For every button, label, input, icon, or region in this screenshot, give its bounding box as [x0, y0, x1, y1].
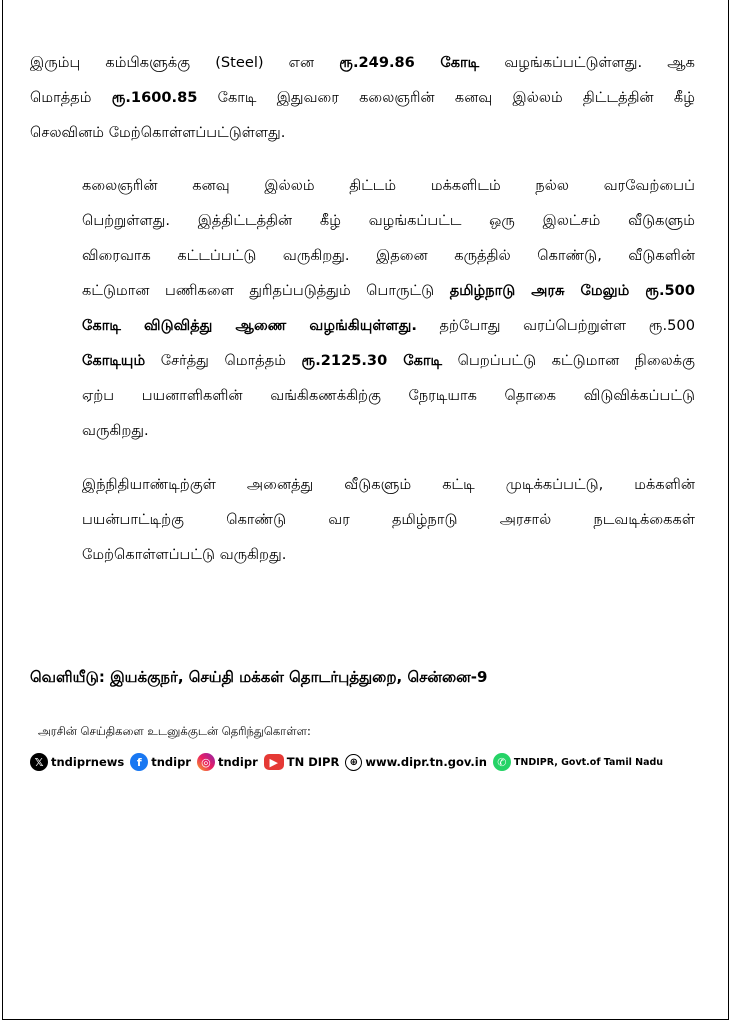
paragraph-3-line-2: பயன்பாட்டிற்கு கொண்டு வர தமிழ்நாடு அரசால் நடவடிக்கைகள் [82, 511, 695, 528]
text-run: தற்போது வரப்பெற்றுள்ள ரூ.500 [416, 317, 695, 334]
facebook-handle: tndipr [151, 755, 191, 769]
social-links [30, 749, 669, 775]
whatsapp-icon: ✆ [493, 753, 511, 771]
paragraph-2-line-2: பெற்றுள்ளது. இத்திட்டத்தின் கீழ் வழங்கப்பட்ட ஒரு இலட்சம் வீடுகளும் [82, 212, 695, 229]
social-facebook[interactable] [130, 753, 191, 771]
bold-text: கோடி விடுவித்து ஆணை வழங்கியுள்ளது. [82, 317, 417, 334]
youtube-icon: ▶ [264, 754, 284, 770]
paragraph-2-line-3: விரைவாக கட்டப்பட்டு வருகிறது. இதனை கருத்தில் கொண்டு, வீடுகளின் [82, 247, 695, 264]
text-run: மொத்தம் [30, 89, 112, 106]
amount-steel: ரூ.249.86 கோடி [339, 54, 480, 71]
paragraph-1 [30, 45, 695, 150]
instagram-handle: tndipr [217, 755, 258, 769]
social-youtube[interactable] [264, 754, 340, 770]
publisher-line: வெளியீடு: இயக்குநர், செய்தி மக்கள் தொடர்புத்துறை, சென்னை-9 [30, 668, 488, 686]
facebook-icon: f [130, 753, 148, 771]
social-whatsapp[interactable] [493, 753, 663, 771]
social-website[interactable] [345, 754, 487, 771]
paragraph-3-line-3: மேற்கொள்ளப்பட்டு வருகிறது. [82, 546, 287, 563]
text-run: கோடி இதுவரை கலைஞரின் கனவு இல்லம் திட்டத்தின் கீழ் [197, 89, 695, 106]
paragraph-2-line-6 [30, 343, 695, 378]
paragraph-1-line-1 [30, 45, 695, 80]
x-handle: tndiprnews [51, 755, 125, 769]
text-run: இரும்பு கம்பிகளுக்கு (Steel) என [30, 54, 340, 71]
instagram-icon: ◎ [197, 753, 215, 771]
amount-grand-total: ரூ.2125.30 கோடி [301, 352, 443, 369]
bold-text: கோடியும் [82, 352, 146, 369]
follow-caption: அரசின் செய்திகளை உடனுக்குடன் தெரிந்துகொள்ள: [38, 724, 311, 738]
social-x[interactable] [30, 753, 124, 771]
bold-text: தமிழ்நாடு அரசு மேலும் ரூ.500 [449, 282, 695, 299]
paragraph-1-line-2 [30, 80, 695, 115]
amount-total: ரூ.1600.85 [111, 89, 198, 106]
paragraph-2-line-1: கலைஞரின் கனவு இல்லம் திட்டம் மக்களிடம் நல்ல வரவேற்பைப் [82, 177, 695, 194]
paragraph-1-line-3: செலவினம் மேற்கொள்ளப்பட்டுள்ளது. [30, 124, 286, 141]
paragraph-2 [30, 168, 695, 448]
social-instagram[interactable] [197, 753, 258, 771]
text-run: வழங்கப்பட்டுள்ளது. ஆக [479, 54, 696, 71]
whatsapp-handle: TNDIPR, Govt.of Tamil Nadu [513, 756, 664, 768]
paragraph-2-line-7: ஏற்ப பயனாளிகளின் வங்கிகணக்கிற்கு நேரடியாக தொகை விடுவிக்கப்பட்டு [82, 387, 695, 404]
youtube-handle: TN DIPR [286, 755, 340, 769]
paragraph-2-line-5 [30, 308, 695, 343]
paragraph-2-line-4 [30, 273, 695, 308]
paragraph-2-line-8: வருகிறது. [82, 422, 149, 439]
x-icon: 𝕏 [30, 753, 48, 771]
text-run: சேர்த்து மொத்தம் [145, 352, 302, 369]
paragraph-3 [30, 467, 695, 572]
text-run: கட்டுமான பணிகளை துரிதப்படுத்தும் பொருட்டு [82, 282, 450, 299]
text-run: பெறப்பட்டு கட்டுமான நிலைக்கு [442, 352, 695, 369]
globe-icon: ⊕ [345, 754, 362, 771]
website-url: www.dipr.tn.gov.in [365, 755, 487, 769]
paragraph-3-line-1: இந்நிதியாண்டிற்குள் அனைத்து வீடுகளும் கட்டி முடிக்கப்பட்டு, மக்களின் [82, 476, 695, 493]
